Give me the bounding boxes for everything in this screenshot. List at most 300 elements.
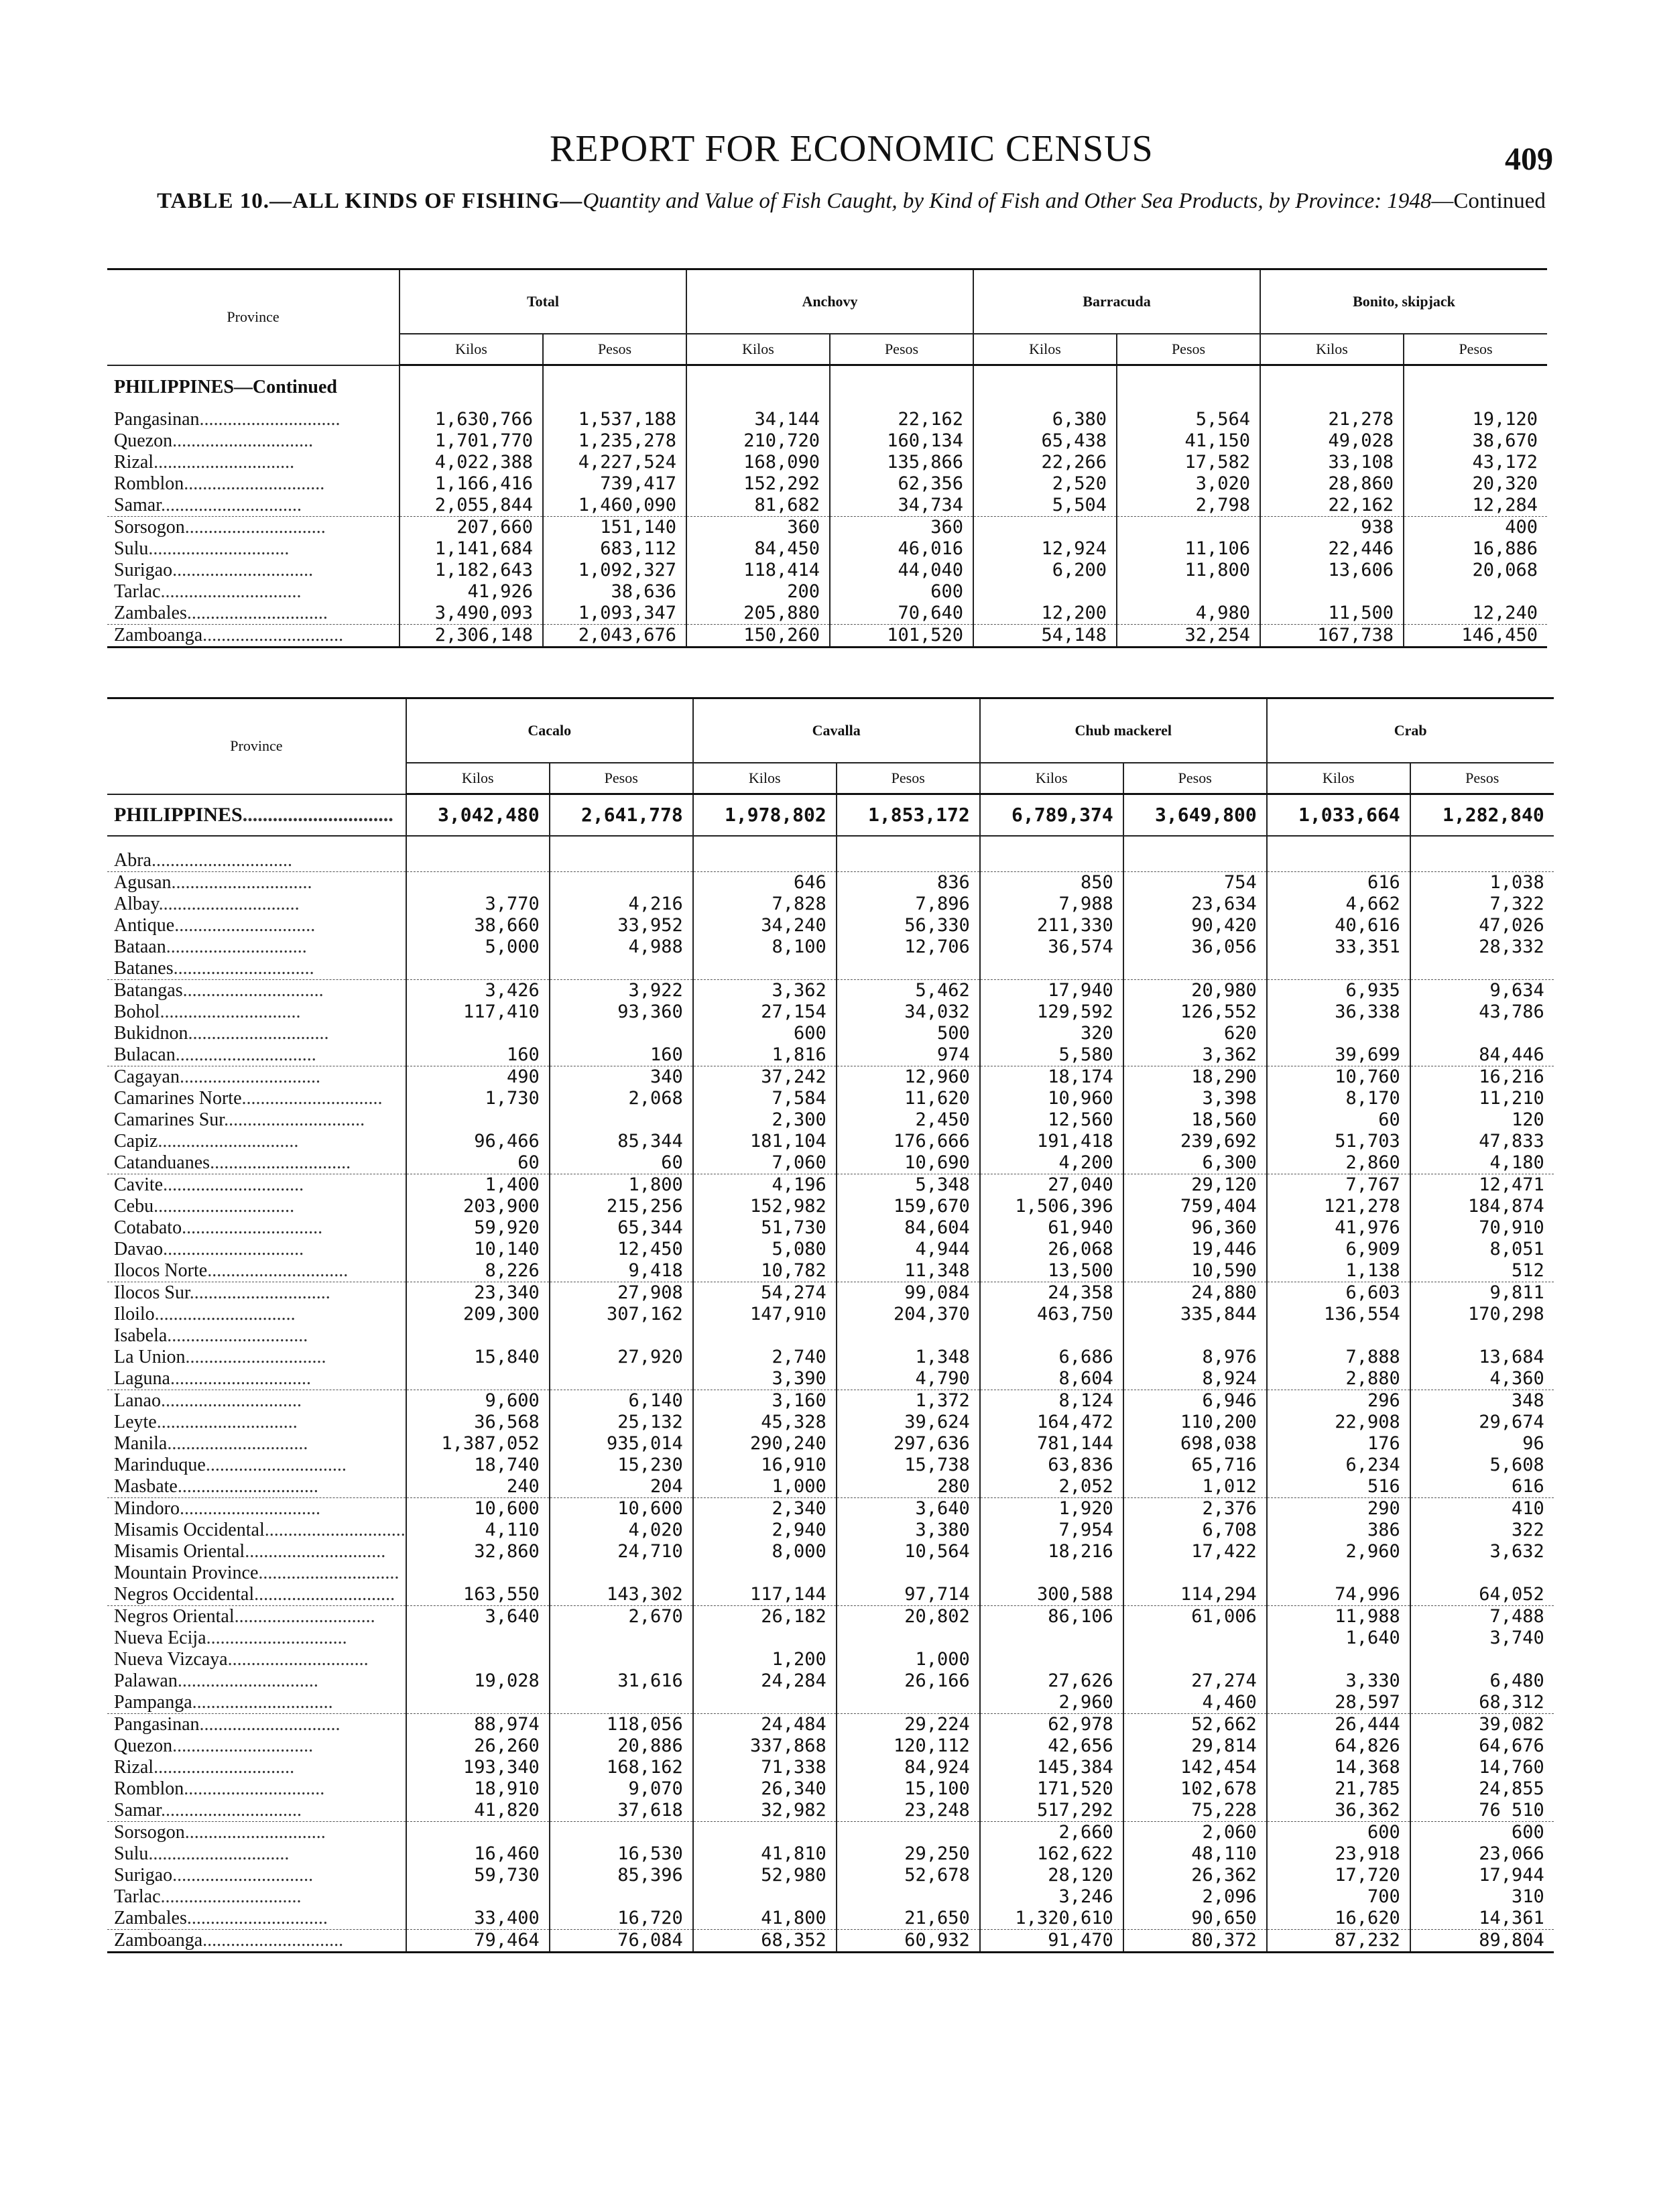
kilos-cell: 152,292 (686, 473, 830, 495)
kilos-cell: 86,106 (980, 1606, 1123, 1628)
kilos-cell: 117,144 (693, 1584, 837, 1606)
pesos-cell (1117, 581, 1260, 603)
pesos-cell: 18,560 (1123, 1109, 1267, 1131)
kilos-cell: 60 (1267, 1109, 1410, 1131)
kilos-cell: 27,626 (980, 1670, 1123, 1692)
province-name: Batangas.............................. (114, 980, 324, 1001)
pesos-cell: 10,690 (837, 1152, 980, 1174)
province-name: Pampanga.............................. (107, 1692, 406, 1714)
kilos-cell: 117,410 (406, 1001, 550, 1023)
province-label: Zamboanga (114, 1930, 203, 1951)
province-label: Masbate (114, 1476, 178, 1497)
kilos-cell: 18,740 (406, 1455, 550, 1476)
pesos-cell: 85,396 (550, 1865, 693, 1886)
kilos-cell: 6,200 (973, 560, 1117, 581)
pesos-cell: 12,284 (1404, 495, 1547, 517)
pesos-cell: 102,678 (1123, 1778, 1267, 1800)
pesos-cell: 151,140 (543, 517, 686, 539)
pesos-cell: 4,360 (1410, 1368, 1554, 1390)
table-row (107, 1735, 1554, 1757)
group-header-total: Total (400, 269, 686, 334)
pesos-cell: 400 (1404, 517, 1547, 539)
province-name: Zambales.............................. (107, 603, 400, 625)
kilos-cell: 10,600 (406, 1498, 550, 1520)
kilos-cell: 84,450 (686, 538, 830, 560)
province-name: Romblon.............................. (114, 1778, 325, 1799)
table-row (107, 1627, 1554, 1649)
kilos-cell: 8,170 (1267, 1088, 1410, 1109)
pesos-cell: 120 (1410, 1109, 1554, 1131)
pesos-cell: 7,488 (1410, 1606, 1554, 1628)
pesos-cell: 20,320 (1404, 473, 1547, 495)
kilos-cell: 6,909 (1267, 1239, 1410, 1260)
table-row (107, 1044, 1554, 1066)
kilos-cell: 2,940 (693, 1520, 837, 1541)
kilos-cell: 8,000 (693, 1541, 837, 1562)
kilos-cell: 22,446 (1260, 538, 1404, 560)
pesos-cell: 2,641,778 (550, 794, 693, 837)
table-row (107, 1757, 1554, 1778)
pesos-cell: 14,760 (1410, 1757, 1554, 1778)
kilos-cell: 240 (406, 1476, 550, 1498)
province-header: Province (107, 698, 406, 794)
pesos-cell: 20,980 (1123, 980, 1267, 1002)
province-name: Iloilo.............................. (114, 1304, 296, 1325)
kilos-cell: 3,426 (406, 980, 550, 1002)
kilos-cell (980, 1325, 1123, 1347)
pesos-cell: 23,634 (1123, 894, 1267, 915)
pesos-cell (1410, 1649, 1554, 1670)
pesos-cell: 322 (1410, 1520, 1554, 1541)
pesos-cell: 160,134 (830, 430, 973, 452)
kilos-cell: 41,976 (1267, 1217, 1410, 1239)
pesos-cell: 65,344 (550, 1217, 693, 1239)
pesos-cell (837, 1886, 980, 1908)
kilos-cell: 64,826 (1267, 1735, 1410, 1757)
province-name: Samar.............................. (107, 1800, 406, 1822)
province-label: Romblon (114, 1778, 184, 1799)
pesos-cell (1123, 1649, 1267, 1670)
spacer-row (107, 836, 1554, 850)
pesos-cell: 8,976 (1123, 1347, 1267, 1368)
pesos-cell: 1,012 (1123, 1476, 1267, 1498)
table-row (107, 1606, 1554, 1628)
kilos-cell: 163,550 (406, 1584, 550, 1606)
province-label: Nueva Ecija (114, 1627, 206, 1648)
province-name: PHILIPPINES.............................. (107, 794, 406, 837)
kilos-cell (693, 1886, 837, 1908)
pesos-cell: 11,800 (1117, 560, 1260, 581)
kilos-cell: 7,888 (1267, 1347, 1410, 1368)
pesos-cell: 110,200 (1123, 1412, 1267, 1433)
pesos-header: Pesos (1404, 334, 1547, 365)
kilos-cell: 1,400 (406, 1174, 550, 1196)
kilos-cell: 300,588 (980, 1584, 1123, 1606)
table-row (107, 850, 1554, 872)
pesos-cell: 47,026 (1410, 915, 1554, 936)
kilos-header: Kilos (686, 334, 830, 365)
kilos-cell: 28,860 (1260, 473, 1404, 495)
province-name: Cebu.............................. (114, 1196, 295, 1217)
table-row (107, 1800, 1554, 1822)
pesos-cell: 114,294 (1123, 1584, 1267, 1606)
pesos-cell: 143,302 (550, 1584, 693, 1606)
pesos-cell: 64,052 (1410, 1584, 1554, 1606)
kilos-cell (693, 1325, 837, 1347)
kilos-cell (1260, 581, 1404, 603)
pesos-cell: 160 (550, 1044, 693, 1066)
province-label: Camarines Sur (114, 1109, 225, 1130)
pesos-cell: 126,552 (1123, 1001, 1267, 1023)
pesos-cell (837, 1627, 980, 1649)
kilos-cell: 118,414 (686, 560, 830, 581)
kilos-cell (693, 1692, 837, 1714)
kilos-cell: 39,699 (1267, 1044, 1410, 1066)
pesos-cell: 1,853,172 (837, 794, 980, 837)
province-name: Negros Occidental.............................. (107, 1584, 406, 1606)
pesos-cell: 16,216 (1410, 1066, 1554, 1089)
pesos-cell: 29,250 (837, 1843, 980, 1865)
province-label: Pangasinan (114, 1714, 200, 1735)
kilos-cell: 7,988 (980, 894, 1123, 915)
kilos-cell: 1,200 (693, 1649, 837, 1670)
kilos-header: Kilos (973, 334, 1117, 365)
pesos-cell: 97,714 (837, 1584, 980, 1606)
province-name: La Union.............................. (114, 1347, 326, 1367)
pesos-cell (1123, 850, 1267, 872)
page-number: 409 (1505, 141, 1553, 177)
pesos-cell (1410, 850, 1554, 872)
pesos-cell: 16,886 (1404, 538, 1547, 560)
kilos-cell: 23,340 (406, 1282, 550, 1304)
pesos-cell: 754 (1123, 872, 1267, 894)
province-label: Batangas (114, 980, 183, 1001)
kilos-cell: 1,138 (1267, 1260, 1410, 1282)
pesos-cell: 62,356 (830, 473, 973, 495)
kilos-cell: 49,028 (1260, 430, 1404, 452)
pesos-cell: 68,312 (1410, 1692, 1554, 1714)
pesos-cell: 27,908 (550, 1282, 693, 1304)
pesos-cell: 38,670 (1404, 430, 1547, 452)
kilos-cell: 51,703 (1267, 1131, 1410, 1152)
kilos-cell: 168,090 (686, 452, 830, 473)
pesos-cell (550, 1109, 693, 1131)
province-label: Sulu (114, 538, 149, 559)
pesos-cell: 2,670 (550, 1606, 693, 1628)
group-header-anchovy: Anchovy (686, 269, 973, 334)
caption-suffix: —Continued (1431, 189, 1546, 213)
kilos-cell: 6,380 (973, 409, 1117, 430)
pesos-cell: 76,084 (550, 1930, 693, 1953)
kilos-cell: 8,100 (693, 936, 837, 958)
pesos-header: Pesos (543, 334, 686, 365)
pesos-cell: 8,924 (1123, 1368, 1267, 1390)
province-label: Pangasinan (114, 409, 200, 430)
province-name: Albay.............................. (114, 894, 300, 914)
pesos-cell: 170,298 (1410, 1304, 1554, 1325)
kilos-cell: 12,200 (973, 603, 1117, 625)
pesos-cell: 65,716 (1123, 1455, 1267, 1476)
province-label: Manila (114, 1433, 168, 1454)
pesos-cell: 20,068 (1404, 560, 1547, 581)
kilos-cell: 210,720 (686, 430, 830, 452)
table-row (107, 1304, 1554, 1325)
province-name: Pangasinan.............................. (114, 1714, 341, 1735)
kilos-cell: 3,390 (693, 1368, 837, 1390)
kilos-header: Kilos (693, 763, 837, 794)
kilos-cell: 3,640 (406, 1606, 550, 1628)
pesos-cell: 90,420 (1123, 915, 1267, 936)
kilos-cell: 33,351 (1267, 936, 1410, 958)
kilos-cell: 10,782 (693, 1260, 837, 1282)
pesos-cell: 5,462 (837, 980, 980, 1002)
kilos-cell: 296 (1267, 1390, 1410, 1412)
table-row (107, 1908, 1554, 1930)
kilos-cell: 13,606 (1260, 560, 1404, 581)
pesos-cell: 2,060 (1123, 1822, 1267, 1844)
kilos-cell: 162,622 (980, 1843, 1123, 1865)
kilos-cell: 3,160 (693, 1390, 837, 1412)
group-header-crab: Crab (1267, 698, 1554, 763)
province-name: Quezon.............................. (114, 430, 314, 451)
kilos-cell: 68,352 (693, 1930, 837, 1953)
kilos-cell: 3,330 (1267, 1670, 1410, 1692)
pesos-cell: 500 (837, 1023, 980, 1044)
pesos-cell: 2,798 (1117, 495, 1260, 517)
table-row (107, 980, 1554, 1002)
province-label: Bulacan (114, 1044, 176, 1065)
kilos-cell: 7,954 (980, 1520, 1123, 1541)
province-name: Rizal.............................. (114, 452, 295, 473)
pesos-cell: 1,537,188 (543, 409, 686, 430)
pesos-cell: 38,636 (543, 581, 686, 603)
province-name: Tarlac.............................. (114, 581, 302, 602)
pesos-cell: 4,216 (550, 894, 693, 915)
province-label: Rizal (114, 1757, 154, 1778)
pesos-cell: 120,112 (837, 1735, 980, 1757)
kilos-cell: 2,340 (693, 1498, 837, 1520)
pesos-cell: 3,922 (550, 980, 693, 1002)
table-row (107, 1541, 1554, 1562)
table-row (107, 1865, 1554, 1886)
pesos-cell: 204 (550, 1476, 693, 1498)
pesos-cell: 52,662 (1123, 1714, 1267, 1736)
province-label: Capiz (114, 1131, 158, 1152)
table-row (107, 936, 1554, 958)
kilos-cell: 71,338 (693, 1757, 837, 1778)
province-label: Surigao (114, 1865, 173, 1886)
pesos-cell: 84,446 (1410, 1044, 1554, 1066)
kilos-cell: 18,174 (980, 1066, 1123, 1089)
province-label: Zambales (114, 603, 187, 623)
kilos-cell (980, 1627, 1123, 1649)
table-row (107, 1843, 1554, 1865)
kilos-cell: 2,520 (973, 473, 1117, 495)
pesos-cell: 34,734 (830, 495, 973, 517)
caption-subtitle: Quantity and Value of Fish Caught, by Kind of Fish and Other Sea Products, by Province: 1948 (583, 189, 1432, 213)
province-label: Quezon (114, 1735, 173, 1756)
pesos-cell: 1,460,090 (543, 495, 686, 517)
pesos-cell: 93,360 (550, 1001, 693, 1023)
pesos-cell: 4,180 (1410, 1152, 1554, 1174)
section-label: PHILIPPINES—Continued (114, 376, 337, 397)
pesos-cell: 76 510 (1410, 1800, 1554, 1822)
pesos-cell: 360 (830, 517, 973, 539)
kilos-cell: 2,740 (693, 1347, 837, 1368)
pesos-cell: 307,162 (550, 1304, 693, 1325)
kilos-cell: 463,750 (980, 1304, 1123, 1325)
kilos-cell (693, 850, 837, 872)
kilos-cell: 145,384 (980, 1757, 1123, 1778)
kilos-cell (980, 1562, 1123, 1584)
pesos-cell: 935,014 (550, 1433, 693, 1455)
pesos-cell: 135,866 (830, 452, 973, 473)
kilos-cell: 1,730 (406, 1088, 550, 1109)
pesos-cell: 3,649,800 (1123, 794, 1267, 837)
kilos-cell: 34,240 (693, 915, 837, 936)
pesos-cell (550, 1649, 693, 1670)
pesos-cell: 5,608 (1410, 1455, 1554, 1476)
pesos-cell: 297,636 (837, 1433, 980, 1455)
pesos-cell: 12,471 (1410, 1174, 1554, 1196)
province-label: Quezon (114, 430, 173, 451)
kilos-cell: 1,182,643 (400, 560, 543, 581)
kilos-cell: 24,284 (693, 1670, 837, 1692)
pesos-cell: 96,360 (1123, 1217, 1267, 1239)
kilos-cell: 1,320,610 (980, 1908, 1123, 1930)
kilos-cell: 5,000 (406, 936, 550, 958)
kilos-cell (406, 1822, 550, 1844)
province-name: Cotabato.............................. (114, 1217, 323, 1238)
pesos-cell: 22,162 (830, 409, 973, 430)
province-label: Mindoro (114, 1498, 180, 1519)
kilos-cell: 160 (406, 1044, 550, 1066)
kilos-cell: 3,362 (693, 980, 837, 1002)
pesos-cell: 31,616 (550, 1670, 693, 1692)
kilos-cell: 700 (1267, 1886, 1410, 1908)
caption-prefix: TABLE 10.—ALL KINDS OF FISHING— (157, 189, 583, 213)
pesos-cell: 17,422 (1123, 1541, 1267, 1562)
kilos-cell: 17,720 (1267, 1865, 1410, 1886)
kilos-cell: 41,926 (400, 581, 543, 603)
kilos-cell (693, 958, 837, 980)
kilos-cell: 87,232 (1267, 1930, 1410, 1953)
pesos-header: Pesos (830, 334, 973, 365)
pesos-cell: 26,166 (837, 1670, 980, 1692)
pesos-cell: 28,332 (1410, 936, 1554, 958)
pesos-cell: 340 (550, 1066, 693, 1089)
kilos-cell: 1,000 (693, 1476, 837, 1498)
pesos-cell: 70,910 (1410, 1217, 1554, 1239)
pesos-cell: 2,450 (837, 1109, 980, 1131)
group-header-cacalo: Cacalo (406, 698, 693, 763)
pesos-cell: 184,874 (1410, 1196, 1554, 1217)
kilos-cell (693, 1562, 837, 1584)
pesos-cell: 20,886 (550, 1735, 693, 1757)
kilos-cell: 164,472 (980, 1412, 1123, 1433)
pesos-cell: 1,000 (837, 1649, 980, 1670)
table-row (107, 452, 1547, 473)
kilos-cell: 171,520 (980, 1778, 1123, 1800)
pesos-cell: 99,084 (837, 1282, 980, 1304)
province-name: Manila.............................. (114, 1433, 308, 1454)
kilos-cell: 36,568 (406, 1412, 550, 1433)
fish-table-bottom (107, 697, 1554, 1953)
pesos-cell: 6,300 (1123, 1152, 1267, 1174)
kilos-cell: 6,234 (1267, 1455, 1410, 1476)
pesos-cell: 2,376 (1123, 1498, 1267, 1520)
province-header: Province (107, 269, 400, 365)
province-label: Agusan (114, 872, 172, 893)
province-label: Isabela (114, 1325, 168, 1346)
kilos-cell: 16,910 (693, 1455, 837, 1476)
pesos-cell (837, 1822, 980, 1844)
province-label: Zamboanga (114, 625, 203, 646)
pesos-cell: 61,006 (1123, 1606, 1267, 1628)
kilos-cell (406, 1023, 550, 1044)
pesos-cell: 19,446 (1123, 1239, 1267, 1260)
province-label: Cebu (114, 1196, 154, 1217)
pesos-cell (550, 958, 693, 980)
kilos-cell: 18,910 (406, 1778, 550, 1800)
kilos-cell (406, 1692, 550, 1714)
kilos-cell (406, 958, 550, 980)
kilos-cell: 1,387,052 (406, 1433, 550, 1455)
province-name: Zamboanga.............................. (107, 1930, 406, 1953)
pesos-cell: 7,322 (1410, 894, 1554, 915)
kilos-cell (1267, 1023, 1410, 1044)
kilos-cell: 6,789,374 (980, 794, 1123, 837)
pesos-cell: 4,980 (1117, 603, 1260, 625)
kilos-cell (1267, 850, 1410, 872)
pesos-cell: 29,120 (1123, 1174, 1267, 1196)
pesos-cell: 12,960 (837, 1066, 980, 1089)
province-name: Antique.............................. (114, 915, 316, 936)
province-name: Palawan.............................. (114, 1670, 318, 1691)
province-name: Capiz.............................. (114, 1131, 299, 1152)
table-row (107, 1822, 1554, 1844)
province-name: Catanduanes.............................. (107, 1152, 406, 1174)
pesos-cell: 96 (1410, 1433, 1554, 1455)
kilos-cell (973, 517, 1117, 539)
kilos-cell: 2,860 (1267, 1152, 1410, 1174)
pesos-cell (550, 1627, 693, 1649)
kilos-cell: 33,400 (406, 1908, 550, 1930)
pesos-cell: 3,380 (837, 1520, 980, 1541)
pesos-cell: 34,032 (837, 1001, 980, 1023)
pesos-cell: 90,650 (1123, 1908, 1267, 1930)
pesos-cell (1123, 1325, 1267, 1347)
pesos-header: Pesos (837, 763, 980, 794)
kilos-cell: 1,816 (693, 1044, 837, 1066)
pesos-cell: 1,282,840 (1410, 794, 1554, 837)
province-name: Negros Oriental.............................. (114, 1606, 375, 1627)
kilos-cell: 2,300 (693, 1109, 837, 1131)
table-row (107, 538, 1547, 560)
pesos-cell (837, 1562, 980, 1584)
kilos-cell: 11,500 (1260, 603, 1404, 625)
table-row (107, 1368, 1554, 1390)
pesos-cell: 14,361 (1410, 1908, 1554, 1930)
kilos-cell: 16,460 (406, 1843, 550, 1865)
pesos-cell (837, 850, 980, 872)
kilos-cell: 26,340 (693, 1778, 837, 1800)
table-row (107, 603, 1547, 625)
kilos-cell: 37,242 (693, 1066, 837, 1089)
kilos-cell: 209,300 (406, 1304, 550, 1325)
kilos-cell: 129,592 (980, 1001, 1123, 1023)
table-row (107, 1282, 1554, 1304)
